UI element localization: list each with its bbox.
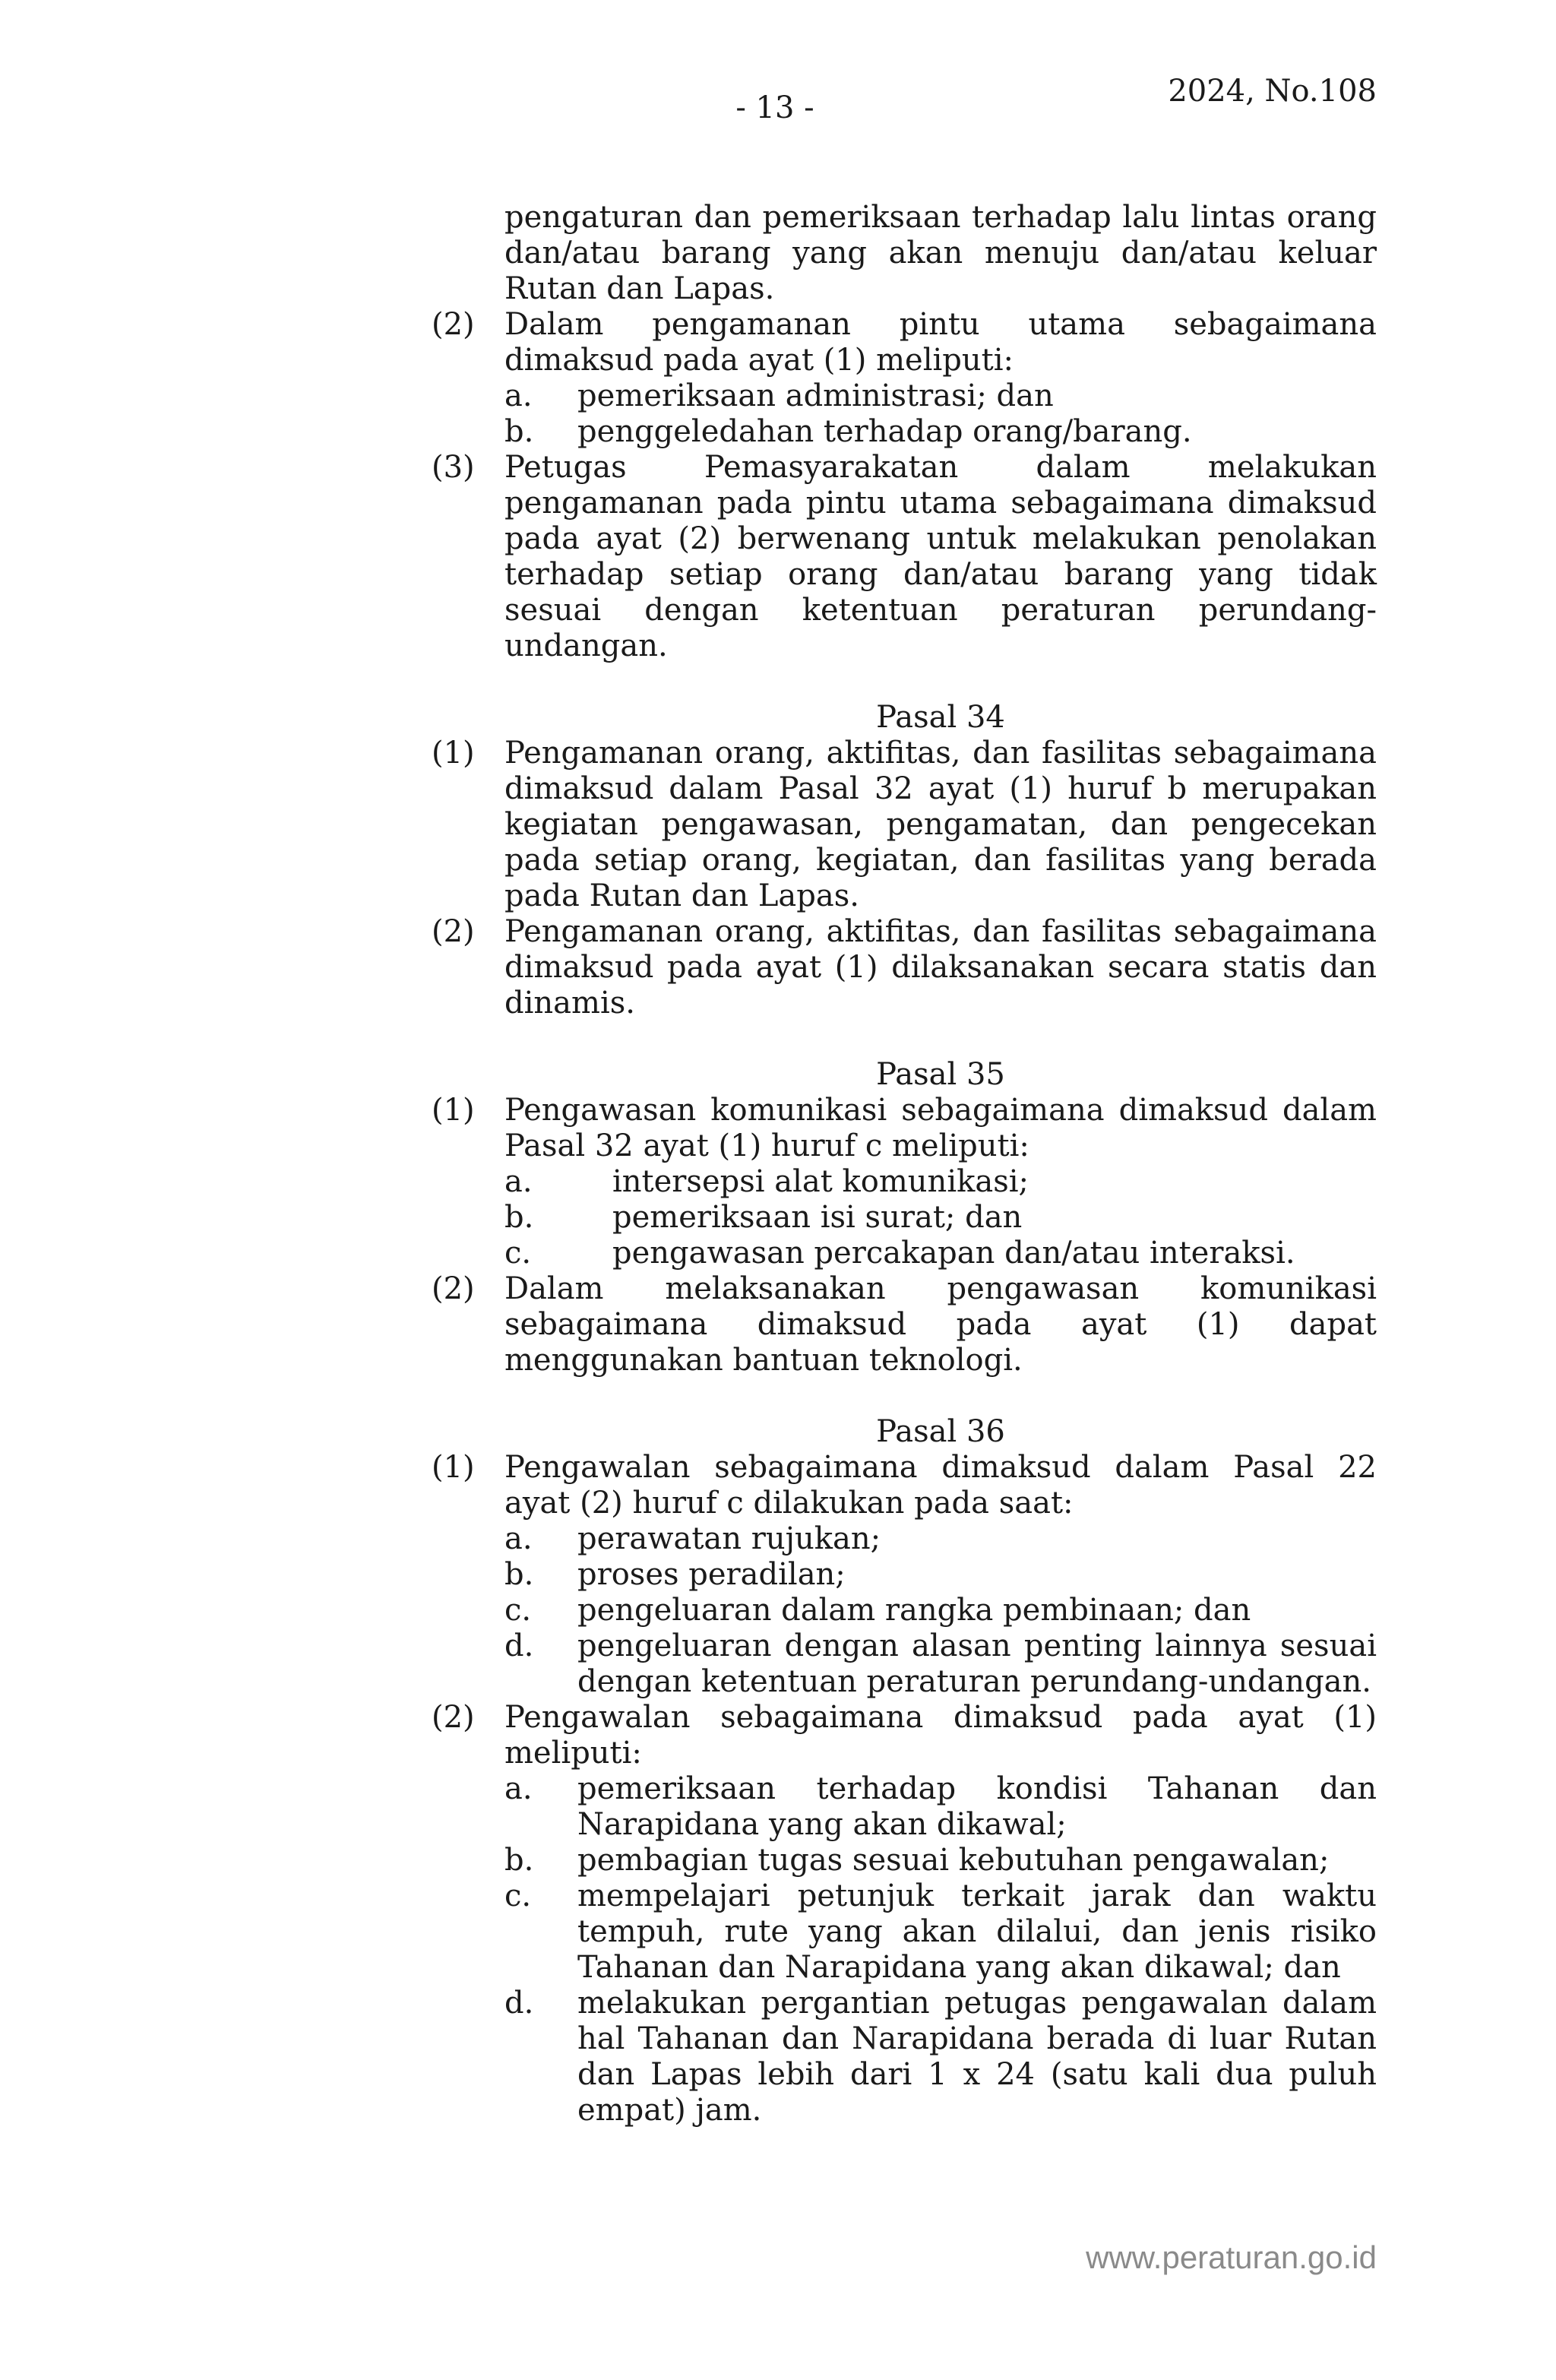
list-item-text: intersepsi alat komunikasi; xyxy=(612,1164,1029,1199)
page-number: - 13 - xyxy=(735,90,814,125)
paragraph-text: Pengawalan sebagaimana dimaksud pada ayat (1) meliputi: xyxy=(504,1700,1377,1771)
list-item xyxy=(504,1164,1377,1200)
list-item-label: a. xyxy=(504,378,533,413)
list-item-label: a. xyxy=(504,1771,533,1806)
paragraph-number: (2) xyxy=(432,914,475,949)
paragraph-text: Pengawalan sebagaimana dimaksud dalam Pasal 22 ayat (2) huruf c dilakukan pada saat: xyxy=(504,1450,1377,1521)
list-item-label: b. xyxy=(504,1200,534,1235)
article-heading-pasal-35: Pasal 35 xyxy=(876,1057,1005,1092)
paragraph-text: Pengawasan komunikasi sebagaimana dimaksud dalam Pasal 32 ayat (1) huruf c meliputi: xyxy=(504,1093,1377,1163)
list-item xyxy=(504,414,1377,450)
list-item xyxy=(504,1843,1377,1878)
list-item-label: b. xyxy=(504,1843,534,1878)
list-item-label: b. xyxy=(504,1557,534,1592)
article-heading-pasal-36: Pasal 36 xyxy=(876,1414,1005,1449)
website-watermark: www.peraturan.go.id xyxy=(1086,2239,1377,2275)
paragraph-text: Pengamanan orang, aktifitas, dan fasilitas sebagaimana dimaksud pada ayat (1) dilaksanakan secara statis dan dinamis. xyxy=(504,914,1377,1021)
paragraph-number: (2) xyxy=(432,1271,475,1306)
continuation-text: pengaturan dan pemeriksaan terhadap lalu lintas orang dan/atau barang yang akan menuju dan/atau keluar Rutan dan Lapas. xyxy=(504,200,1377,306)
paragraph-number: (2) xyxy=(432,307,475,342)
paragraph-text: Dalam pengamanan pintu utama sebagaimana dimaksud pada ayat (1) meliputi: xyxy=(504,307,1377,378)
list-item-label: c. xyxy=(504,1593,532,1628)
list-item-text: pengeluaran dengan alasan penting lainnya sesuai dengan ketentuan peraturan perundang-undangan. xyxy=(577,1628,1377,1699)
paragraph-1 xyxy=(432,1093,1377,1271)
list-item-text: melakukan pergantian petugas pengawalan dalam hal Tahanan dan Narapidana berada di luar Rutan dan Lapas lebih dari 1 x 24 (satu kali dua puluh empat) jam. xyxy=(577,1986,1377,2128)
list-item xyxy=(504,1986,1377,2128)
list-item-label: a. xyxy=(504,1521,533,1556)
paragraph-2 xyxy=(432,914,1377,1021)
paragraph-text: Petugas Pemasyarakatan dalam melakukan pengamanan pada pintu utama sebagaimana dimaksud pada ayat (2) berwenang untuk melakukan penolakan terhadap setiap orang dan/atau barang yang tidak sesuai dengan ketentuan peraturan perundang-undangan. xyxy=(504,450,1377,663)
list-item xyxy=(504,1236,1377,1271)
list-item-label: d. xyxy=(504,1628,534,1663)
list-item-label: d. xyxy=(504,1986,534,2021)
list-item-text: mempelajari petunjuk terkait jarak dan waktu tempuh, rute yang akan dilalui, dan jenis risiko Tahanan dan Narapidana yang akan dikawal; dan xyxy=(577,1878,1377,1985)
paragraph-number: (2) xyxy=(432,1700,475,1735)
paragraph-3 xyxy=(432,450,1377,664)
list-item-text: pengawasan percakapan dan/atau interaksi. xyxy=(612,1236,1295,1271)
paragraph-text: Pengamanan orang, aktifitas, dan fasilitas sebagaimana dimaksud dalam Pasal 32 ayat (1) huruf b merupakan kegiatan pengawasan, pengamatan, dan pengecekan pada setiap orang, kegiatan, dan fasilitas yang berada pada Rutan dan Lapas. xyxy=(504,736,1377,913)
list-item-text: perawatan rujukan; xyxy=(577,1521,881,1556)
list-item xyxy=(504,378,1377,414)
list-item xyxy=(504,1521,1377,1557)
list-item-text: pemeriksaan terhadap kondisi Tahanan dan Narapidana yang akan dikawal; xyxy=(577,1771,1377,1842)
paragraph-1 xyxy=(432,736,1377,914)
paragraph-2 xyxy=(432,307,1377,450)
paragraph-number: (1) xyxy=(432,736,475,771)
list-item-text: pengeluaran dalam rangka pembinaan; dan xyxy=(577,1593,1251,1628)
list-item-label: b. xyxy=(504,414,534,449)
paragraph-1 xyxy=(432,1450,1377,1700)
list-item-text: pemeriksaan administrasi; dan xyxy=(577,378,1054,413)
paragraph-number: (1) xyxy=(432,1450,475,1485)
list-item xyxy=(504,1557,1377,1593)
list-item xyxy=(504,1200,1377,1236)
paragraph-2 xyxy=(432,1700,1377,2128)
article-heading-pasal-34: Pasal 34 xyxy=(876,700,1005,735)
list-item-label: c. xyxy=(504,1236,532,1271)
paragraph-number: (3) xyxy=(432,450,475,485)
document-reference: 2024, No.108 xyxy=(1168,74,1377,109)
list-item-label: a. xyxy=(504,1164,533,1199)
list-item xyxy=(504,1593,1377,1628)
list-item xyxy=(504,1878,1377,1986)
list-item-text: penggeledahan terhadap orang/barang. xyxy=(577,414,1192,449)
document-body xyxy=(432,200,1377,2128)
list-item-label: c. xyxy=(504,1878,532,1913)
paragraph-number: (1) xyxy=(432,1093,475,1128)
paragraph-text: Dalam melaksanakan pengawasan komunikasi sebagaimana dimaksud pada ayat (1) dapat menggunakan bantuan teknologi. xyxy=(504,1271,1377,1378)
list-item xyxy=(504,1628,1377,1700)
list-item-text: pembagian tugas sesuai kebutuhan pengawalan; xyxy=(577,1843,1330,1878)
list-item-text: pemeriksaan isi surat; dan xyxy=(612,1200,1023,1235)
paragraph-2 xyxy=(432,1271,1377,1378)
list-item xyxy=(504,1771,1377,1843)
list-item-text: proses peradilan; xyxy=(577,1557,846,1592)
